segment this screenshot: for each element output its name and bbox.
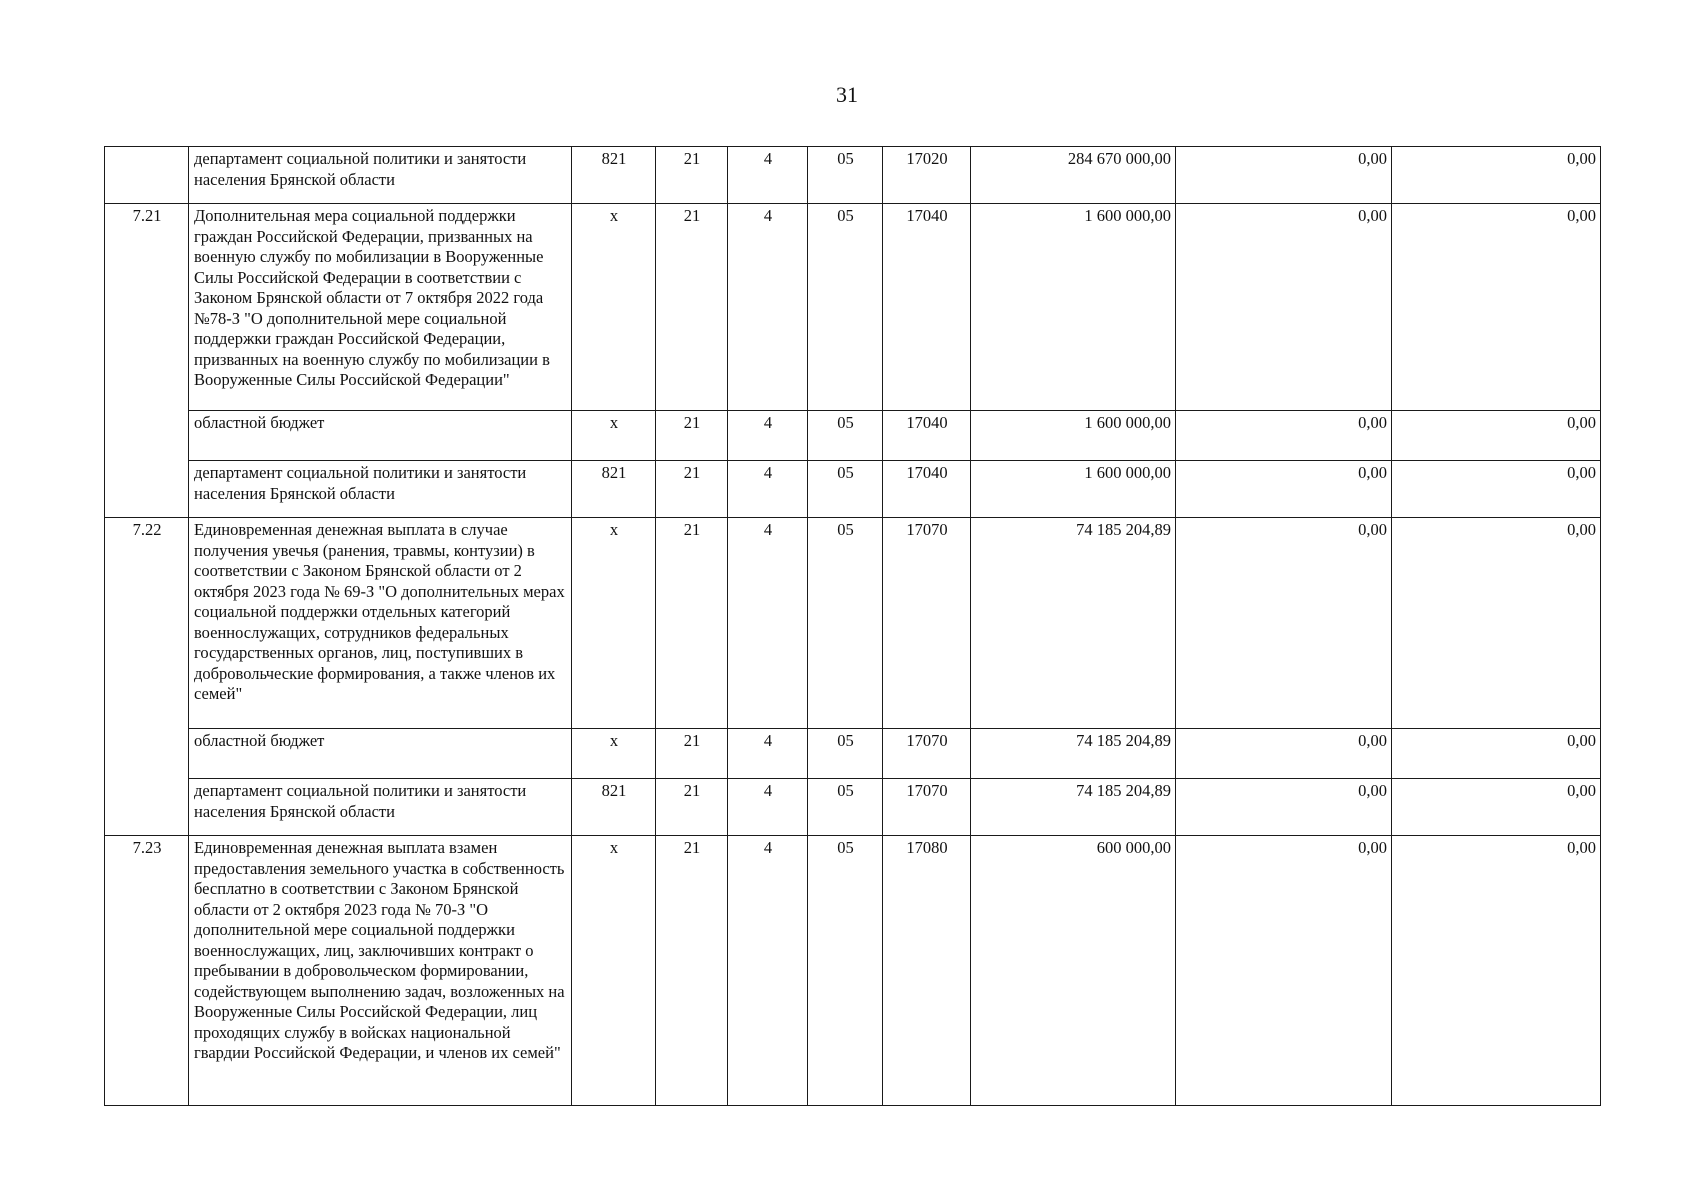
code-cell: 05: [808, 461, 883, 518]
grbs-cell: х: [572, 204, 656, 411]
table-row: [105, 836, 1601, 1106]
code-cell: 21: [656, 204, 728, 411]
budget-table: [104, 146, 1601, 1106]
amount-cell: 0,00: [1392, 147, 1601, 204]
name-cell: Единовременная денежная выплата в случае получения увечья (ранения, травмы, контузии) в соответствии с Законом Брянской области от 2 октября 2023 года № 69-З "О дополнительных мерах социальной поддержки отдельных категорий военнослужащих, сотрудников федеральных государственных органов, лиц, поступивших в добровольческие формирования, а также членов их семей": [189, 518, 572, 729]
name-cell: департамент социальной политики и занятости населения Брянской области: [189, 779, 572, 836]
table-row: [105, 518, 1601, 729]
code-cell: 21: [656, 779, 728, 836]
code-cell: 17070: [883, 779, 971, 836]
amount-cell: 74 185 204,89: [971, 518, 1176, 729]
code-cell: 05: [808, 729, 883, 779]
grbs-cell: х: [572, 411, 656, 461]
code-cell: 05: [808, 204, 883, 411]
amount-cell: 74 185 204,89: [971, 779, 1176, 836]
grbs-cell: х: [572, 729, 656, 779]
amount-cell: 1 600 000,00: [971, 411, 1176, 461]
amount-cell: 74 185 204,89: [971, 729, 1176, 779]
amount-cell: 0,00: [1392, 411, 1601, 461]
code-cell: 21: [656, 411, 728, 461]
name-cell: департамент социальной политики и занятости населения Брянской области: [189, 147, 572, 204]
name-cell: областной бюджет: [189, 729, 572, 779]
amount-cell: 284 670 000,00: [971, 147, 1176, 204]
amount-cell: 0,00: [1176, 779, 1392, 836]
code-cell: 21: [656, 729, 728, 779]
amount-cell: 1 600 000,00: [971, 204, 1176, 411]
amount-cell: 0,00: [1392, 779, 1601, 836]
row-number-cell: 7.22: [105, 518, 189, 836]
row-number-cell: [105, 147, 189, 204]
code-cell: 17070: [883, 518, 971, 729]
code-cell: 17040: [883, 461, 971, 518]
grbs-cell: х: [572, 836, 656, 1106]
row-number-cell: 7.23: [105, 836, 189, 1106]
grbs-cell: 821: [572, 461, 656, 518]
code-cell: 21: [656, 836, 728, 1106]
code-cell: 17080: [883, 836, 971, 1106]
code-cell: 4: [728, 779, 808, 836]
amount-cell: 0,00: [1392, 729, 1601, 779]
code-cell: 05: [808, 518, 883, 729]
table-row: [105, 411, 1601, 461]
amount-cell: 0,00: [1176, 461, 1392, 518]
code-cell: 05: [808, 147, 883, 204]
code-cell: 4: [728, 836, 808, 1106]
amount-cell: 0,00: [1176, 518, 1392, 729]
code-cell: 17040: [883, 411, 971, 461]
row-number-cell: 7.21: [105, 204, 189, 518]
table-row: [105, 461, 1601, 518]
code-cell: 21: [656, 147, 728, 204]
amount-cell: 0,00: [1176, 204, 1392, 411]
table-row: [105, 204, 1601, 411]
amount-cell: 0,00: [1392, 461, 1601, 518]
grbs-cell: 821: [572, 779, 656, 836]
table-row: [105, 779, 1601, 836]
name-cell: областной бюджет: [189, 411, 572, 461]
amount-cell: 0,00: [1392, 204, 1601, 411]
code-cell: 4: [728, 518, 808, 729]
amount-cell: 0,00: [1176, 836, 1392, 1106]
code-cell: 4: [728, 204, 808, 411]
name-cell: Единовременная денежная выплата взамен предоставления земельного участка в собственность бесплатно в соответствии с Законом Брянской области от 2 октября 2023 года № 70-З "О дополнительной мере социальной поддержки военнослужащих, лиц, заключивших контракт о пребывании в добровольческом формировании, содействующем выполнению задач, возложенных на Вооруженные Силы Российской Федерации, лиц проходящих службу в войсках национальной гвардии Российской Федерации, и членов их семей": [189, 836, 572, 1106]
amount-cell: 1 600 000,00: [971, 461, 1176, 518]
code-cell: 05: [808, 779, 883, 836]
code-cell: 21: [656, 518, 728, 729]
name-cell: департамент социальной политики и занятости населения Брянской области: [189, 461, 572, 518]
amount-cell: 0,00: [1392, 836, 1601, 1106]
code-cell: 4: [728, 461, 808, 518]
amount-cell: 0,00: [1392, 518, 1601, 729]
code-cell: 17020: [883, 147, 971, 204]
amount-cell: 600 000,00: [971, 836, 1176, 1106]
code-cell: 17040: [883, 204, 971, 411]
code-cell: 4: [728, 147, 808, 204]
code-cell: 4: [728, 411, 808, 461]
code-cell: 17070: [883, 729, 971, 779]
grbs-cell: х: [572, 518, 656, 729]
table-row: [105, 147, 1601, 204]
grbs-cell: 821: [572, 147, 656, 204]
code-cell: 4: [728, 729, 808, 779]
amount-cell: 0,00: [1176, 729, 1392, 779]
name-cell: Дополнительная мера социальной поддержки граждан Российской Федерации, призванных на военную службу по мобилизации в Вооруженные Силы Российской Федерации в соответствии с Законом Брянской области от 7 октября 2022 года №78-З "О дополнительной мере социальной поддержки граждан Российской Федерации, призванных на военную службу по мобилизации в Вооруженные Силы Российской Федерации": [189, 204, 572, 411]
table-row: [105, 729, 1601, 779]
code-cell: 05: [808, 836, 883, 1106]
amount-cell: 0,00: [1176, 411, 1392, 461]
code-cell: 05: [808, 411, 883, 461]
page-number: 31: [836, 82, 858, 107]
code-cell: 21: [656, 461, 728, 518]
amount-cell: 0,00: [1176, 147, 1392, 204]
